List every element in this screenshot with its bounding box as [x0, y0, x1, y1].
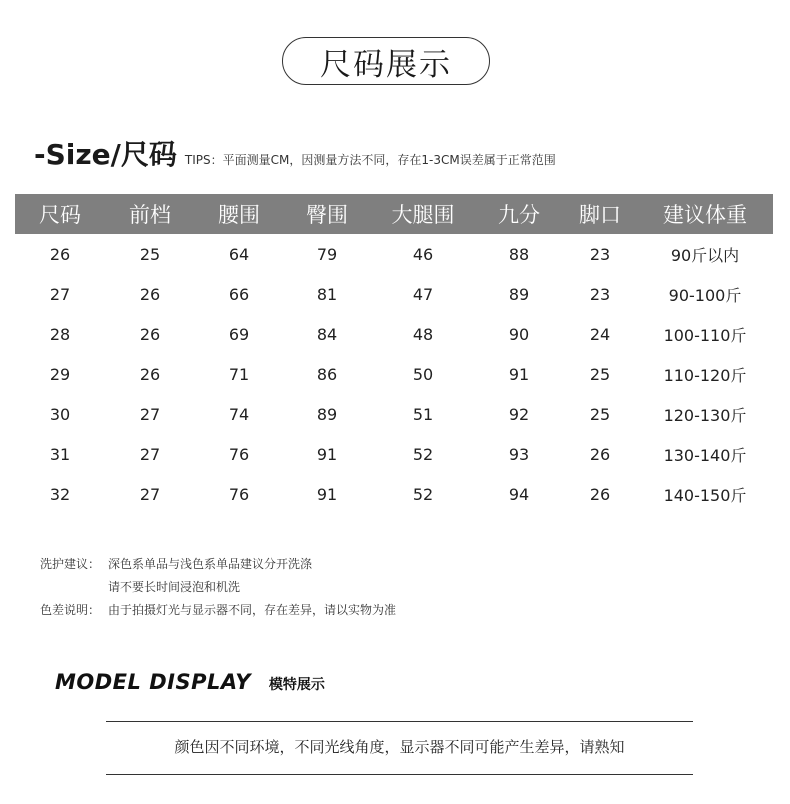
table-cell: 32 — [49, 484, 71, 504]
color-label: 色差说明： — [40, 603, 101, 617]
table-cell: 30 — [49, 404, 71, 424]
table-cell: 31 — [49, 444, 71, 464]
divider-bottom — [106, 774, 693, 775]
header-hem: 脚口 — [579, 203, 621, 227]
table-cell: 100-110斤 — [663, 325, 747, 345]
table-cell: 110-120斤 — [663, 365, 747, 385]
table-row — [15, 434, 773, 474]
size-table — [15, 194, 773, 514]
wash-label: 洗护建议： — [40, 557, 101, 571]
measure-tips: TIPS：平面测量CM，因测量方法不同，存在1-3CM误差属于正常范围 — [184, 153, 556, 167]
header-weight: 建议体重 — [663, 203, 747, 227]
page-title: 尺码展示 — [320, 46, 452, 83]
table-cell: 64 — [228, 244, 250, 264]
table-cell: 24 — [589, 324, 611, 344]
table-cell: 93 — [508, 444, 530, 464]
table-cell: 74 — [228, 404, 250, 424]
table-cell: 47 — [412, 284, 434, 304]
table-row — [15, 394, 773, 434]
wash-advice-line — [40, 553, 396, 576]
table-cell: 26 — [589, 444, 611, 464]
care-instructions — [40, 553, 396, 622]
table-cell: 94 — [508, 484, 530, 504]
table-cell: 50 — [412, 364, 434, 384]
table-cell: 91 — [508, 364, 530, 384]
table-cell: 120-130斤 — [663, 405, 747, 425]
table-cell: 27 — [49, 284, 71, 304]
table-cell: 76 — [228, 444, 250, 464]
table-cell: 23 — [589, 244, 611, 264]
table-cell: 48 — [412, 324, 434, 344]
size-title: -Size/尺码 — [34, 138, 177, 171]
color-text: 由于拍摄灯光与显示器不同，存在差异，请以实物为准 — [108, 603, 397, 617]
header-rise: 前档 — [129, 203, 171, 227]
table-cell: 91 — [316, 484, 338, 504]
table-cell: 88 — [508, 244, 530, 264]
table-cell: 28 — [49, 324, 71, 344]
wash-advice-line-2 — [40, 576, 396, 599]
table-cell: 46 — [412, 244, 434, 264]
table-cell: 26 — [139, 284, 161, 304]
table-cell: 26 — [49, 244, 71, 264]
header-waist: 腰围 — [218, 203, 260, 227]
size-table-header — [15, 194, 773, 234]
table-cell: 52 — [412, 484, 434, 504]
model-title: MODEL DISPLAY — [55, 670, 251, 694]
header-size: 尺码 — [39, 203, 81, 227]
table-cell: 27 — [139, 444, 161, 464]
table-cell: 90斤以内 — [670, 245, 740, 265]
table-cell: 25 — [589, 364, 611, 384]
table-cell: 90-100斤 — [668, 285, 742, 305]
wash-text-2: 请不要长时间浸泡和机洗 — [108, 580, 241, 594]
color-note-line — [40, 599, 396, 622]
table-cell: 81 — [316, 284, 338, 304]
color-disclaimer: 颜色因不同环境，不同光线角度，显示器不同可能产生差异，请熟知 — [174, 738, 625, 756]
table-cell: 23 — [589, 284, 611, 304]
header-thigh: 大腿围 — [391, 203, 455, 227]
table-cell: 26 — [139, 324, 161, 344]
table-cell: 92 — [508, 404, 530, 424]
table-cell: 90 — [508, 324, 530, 344]
wash-text-1: 深色系单品与浅色系单品建议分开洗涤 — [108, 557, 313, 571]
table-cell: 25 — [139, 244, 161, 264]
table-cell: 89 — [316, 404, 338, 424]
table-cell: 69 — [228, 324, 250, 344]
table-cell: 130-140斤 — [663, 445, 747, 465]
table-cell: 27 — [139, 404, 161, 424]
table-cell: 76 — [228, 484, 250, 504]
size-heading — [34, 133, 556, 173]
table-cell: 86 — [316, 364, 338, 384]
table-cell: 89 — [508, 284, 530, 304]
table-cell: 26 — [589, 484, 611, 504]
table-cell: 66 — [228, 284, 250, 304]
table-cell: 91 — [316, 444, 338, 464]
size-table-body — [15, 234, 773, 514]
table-row — [15, 354, 773, 394]
table-row — [15, 234, 773, 274]
header-length: 九分 — [498, 203, 540, 227]
table-cell: 71 — [228, 364, 250, 384]
table-cell: 26 — [139, 364, 161, 384]
table-cell: 25 — [589, 404, 611, 424]
table-cell: 79 — [316, 244, 338, 264]
section-title-pill — [282, 37, 490, 85]
header-hip: 臀围 — [306, 203, 348, 227]
model-heading — [55, 670, 325, 694]
table-cell: 52 — [412, 444, 434, 464]
table-cell: 27 — [139, 484, 161, 504]
table-row — [15, 274, 773, 314]
table-cell: 84 — [316, 324, 338, 344]
table-cell: 29 — [49, 364, 71, 384]
table-row — [15, 314, 773, 354]
table-cell: 140-150斤 — [663, 485, 747, 505]
divider-top — [106, 721, 693, 722]
table-cell: 51 — [412, 404, 434, 424]
model-subtitle: 模特展示 — [268, 677, 325, 693]
table-row — [15, 474, 773, 514]
